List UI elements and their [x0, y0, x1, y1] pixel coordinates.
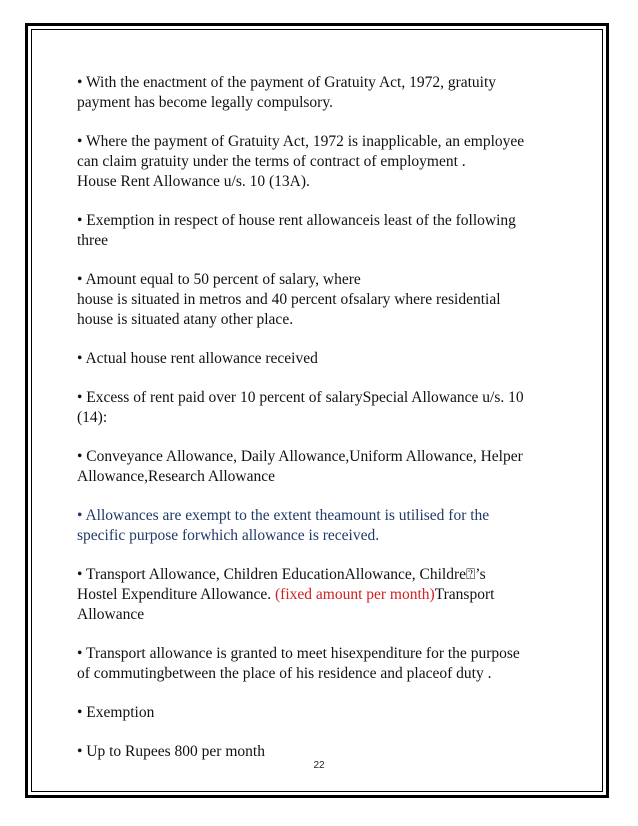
paragraph-hra-amount — [77, 270, 557, 330]
text-segment: Hostel Expenditure Allowance. — [77, 586, 276, 603]
paragraph-transport-granted — [77, 644, 557, 684]
text-line: • Where the payment of Gratuity Act, 1972 is inapplicable, an employee — [77, 133, 525, 150]
text-line: • Excess of rent paid over 10 percent of salarySpecial Allowance u/s. 10 — [77, 389, 524, 406]
paragraph-allowances-exempt — [77, 506, 557, 546]
paragraph-gratuity-contract — [77, 132, 557, 192]
text-line: • Amount equal to 50 percent of salary, where — [77, 271, 361, 288]
text-line: Allowance — [77, 606, 145, 623]
text-line: specific purpose forwhich allowance is received. — [77, 527, 380, 544]
page-number: 22 — [313, 760, 325, 771]
text-line: • Conveyance Allowance, Daily Allowance,Uniform Allowance, Helper — [77, 448, 523, 465]
text-line: • Transport Allowance, Children EducationAllowance, Childre⍰’s — [77, 566, 486, 583]
document-body — [77, 73, 557, 781]
text-line: three — [77, 232, 108, 249]
paragraph-excess-rent — [77, 388, 557, 428]
text-line: • With the enactment of the payment of Gratuity Act, 1972, gratuity — [77, 74, 497, 91]
paragraph-hra-exemption — [77, 211, 557, 251]
text-line: house is situated in metros and 40 percent ofsalary where residential — [77, 291, 501, 308]
text-line: House Rent Allowance u/s. 10 (13A). — [77, 173, 310, 190]
text-line: house is situated atany other place. — [77, 311, 294, 328]
text-line: • Exemption in respect of house rent allowanceis least of the following — [77, 212, 516, 229]
text-line — [77, 585, 557, 605]
text-line: Allowance,Research Allowance — [77, 468, 275, 485]
paragraph-actual-hra — [77, 349, 557, 369]
text-line: • Allowances are exempt to the extent theamount is utilised for the — [77, 507, 490, 524]
paragraph-transport-children — [77, 565, 557, 625]
text-line: can claim gratuity under the terms of contract of employment . — [77, 153, 466, 170]
paragraph-gratuity-act — [77, 73, 557, 113]
text-line: • Exemption — [77, 704, 155, 721]
text-line: • Up to Rupees 800 per month — [77, 743, 265, 760]
text-segment: Transport — [434, 586, 495, 603]
highlight-red-text: (fixed amount per month) — [275, 586, 435, 603]
paragraph-conveyance — [77, 447, 557, 487]
text-line: • Transport allowance is granted to meet hisexpenditure for the purpose — [77, 645, 520, 662]
text-line: • Actual house rent allowance received — [77, 350, 318, 367]
paragraph-exemption — [77, 703, 557, 723]
text-line: of commutingbetween the place of his residence and placeof duty . — [77, 665, 492, 682]
paragraph-up-to-800 — [77, 742, 557, 762]
text-line: (14): — [77, 409, 108, 426]
text-line: payment has become legally compulsory. — [77, 94, 333, 111]
